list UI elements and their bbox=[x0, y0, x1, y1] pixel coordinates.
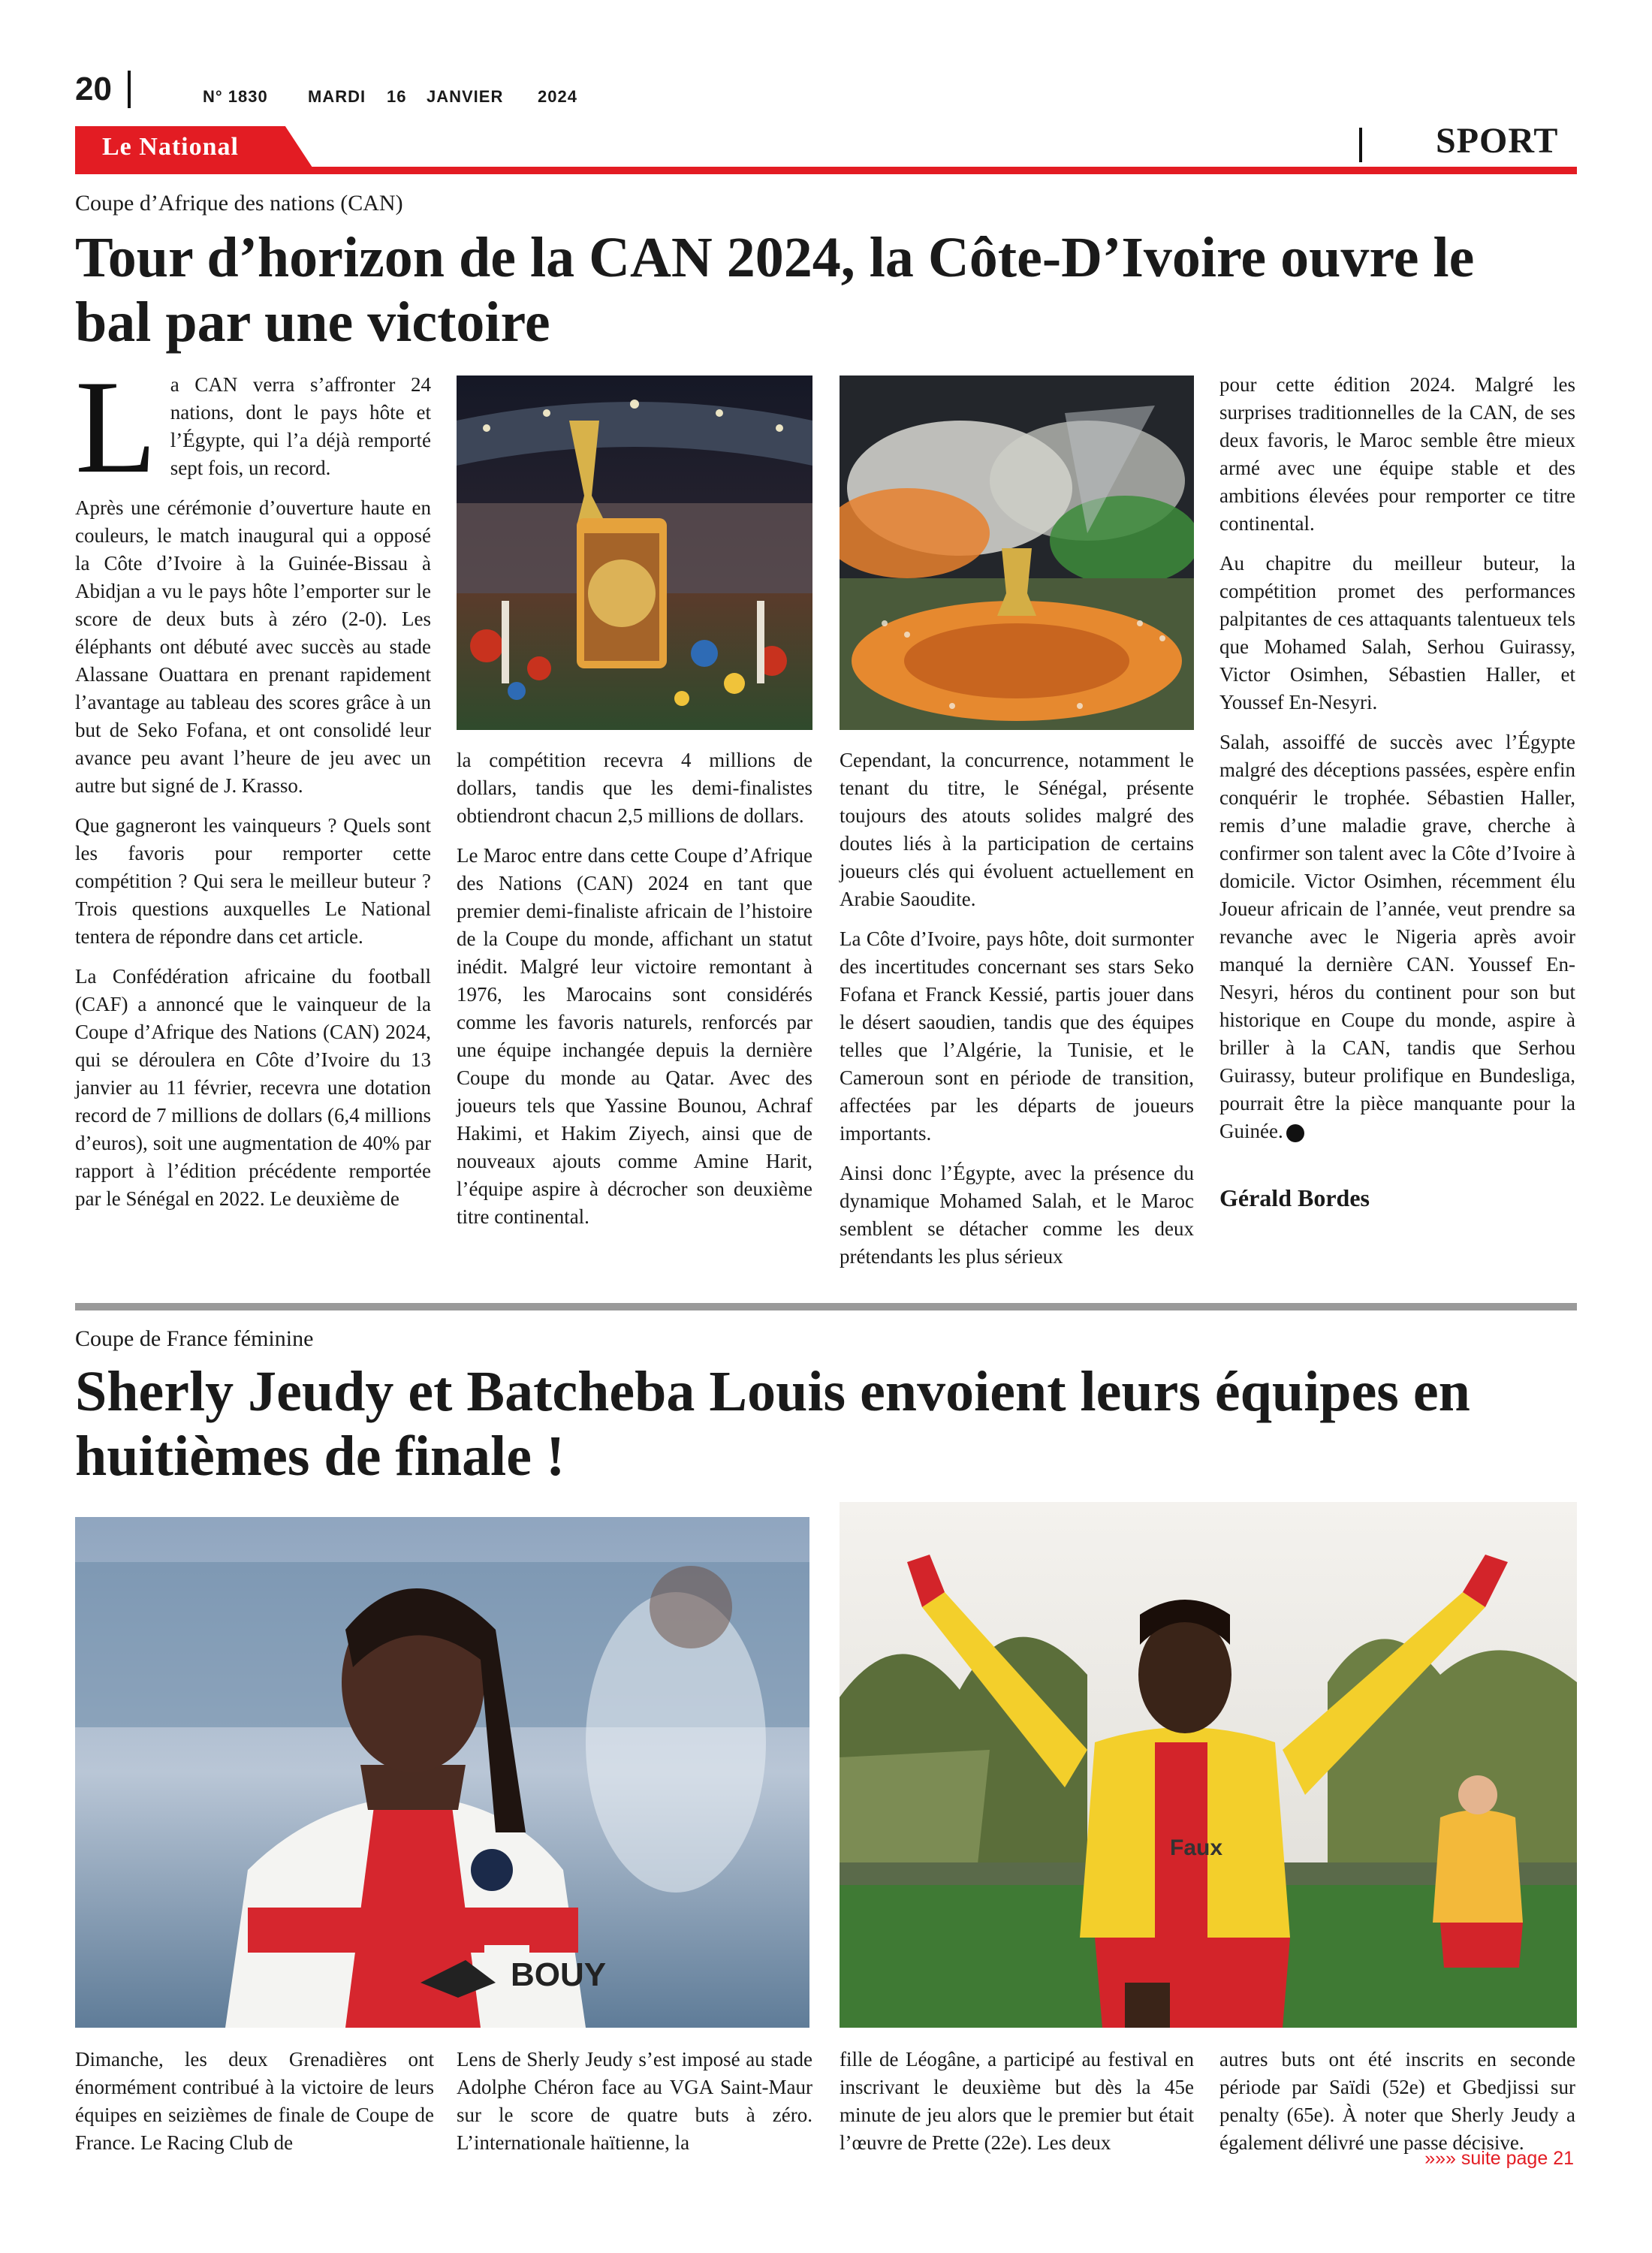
dropcap: L bbox=[75, 352, 157, 501]
author-byline: Gérald Bordes bbox=[1219, 1184, 1370, 1211]
page-number: 20 bbox=[75, 71, 112, 107]
paragraph: La Côte d’Ivoire, pays hôte, doit surmonter des incertitudes concernant ses stars Seko Fofana et Franck Kessié, partis jouer dans le désert saoudien, tandis que des équipes telles que l’Algérie, la Tunisie, et le Cameroun sont en période de transition, affectées par les départs de joueurs importants. bbox=[840, 927, 1194, 1145]
article2-headline-line1: Sherly Jeudy et Batcheba Louis envoient leurs équipes en bbox=[75, 1360, 1470, 1423]
date-weekday: MARDI bbox=[308, 87, 366, 106]
article2-kicker: Coupe de France féminine bbox=[75, 1326, 314, 1351]
end-of-article-icon bbox=[1286, 1124, 1304, 1142]
article1-headline-line1: Tour d’horizon de la CAN 2024, la Côte-D’Ivoire ouvre le bbox=[75, 226, 1475, 289]
paragraph: Cependant, la concurrence, notamment le tenant du titre, le Sénégal, présente toujours des atouts solides malgré des doutes liés à la participation de certains joueurs clés qui évoluent actuellement en Arabie Saoudite. bbox=[840, 749, 1194, 910]
paragraph: Le Maroc entre dans cette Coupe d’Afrique des Nations (CAN) 2024 en tant que premier demi-finaliste africain de l’histoire de la Coupe du monde, affichant un statut inédit. Malgré leur victoire remontant à 1976, les Marocains sont considérés comme les favoris naturels, renforcés par une équipe inchangée depuis la dernière Coupe du monde au Qatar. Avec des joueurs tels que Yassine Bounou, Achraf Hakimi, et Hakim Ziyech, ainsi que de nouveaux ajouts comme Amine Harit, l’équipe aspire à décrocher son deuxième titre continental. bbox=[457, 844, 812, 1228]
article1-headline bbox=[75, 225, 1584, 354]
photo-player-white-jersey bbox=[75, 1517, 809, 2028]
paragraph: Au chapitre du meilleur buteur, la compétition promet des performances palpitantes de ces attaquants talentueux tels que Mohamed Salah, Serhou Guirassy, Victor Osimhen, Sébastien Haller, et Youssef En-Nesyri. bbox=[1219, 552, 1575, 713]
jersey-sponsor-text: Faux bbox=[1170, 1835, 1223, 1860]
brand-name: Le National bbox=[102, 133, 239, 161]
paragraph: Salah, assoiffé de succès avec l’Égypte malgré des déceptions passées, espère enfin conquérir le trophée. Sébastien Haller, remis d’une maladie grave, cherche à confirmer son talent avec la Côte d’Ivoire à domicile. Victor Osimhen, récemment élu Joueur africain de l’année, veut prendre sa revanche avec le Nigeria après avoir manqué la dernière CAN. Youssef En-Nesyri, héros du continent pour son but historique en Coupe du monde, aspire à briller à la CAN, tandis que Serhou Guirassy, buteur prolifique en Bundesliga, pourrait être la pièce manquante pour la Guinée. bbox=[1219, 731, 1575, 1142]
section-title: SPORT bbox=[1436, 121, 1559, 161]
paragraph: fille de Léogâne, a participé au festival en inscrivant le deuxième but dès la 45e minute de jeu alors que le premier but était l’œuvre de Prette (22e). Les deux bbox=[840, 2048, 1194, 2154]
article2-column-3 bbox=[840, 2046, 1194, 2169]
paragraph: la compétition recevra 4 millions de dollars, tandis que les demi-finalistes obtiendront chacun 2,5 millions de dollars. bbox=[457, 749, 812, 827]
paragraph: autres buts ont été inscrits en seconde période par Saïdi (52e) et Gbedjissi sur penalty (65e). À noter que Sherly Jeudy a également délivré une passe décisive. bbox=[1219, 2048, 1575, 2154]
paragraph: Ainsi donc l’Égypte, avec la présence du dynamique Mohamed Salah, et le Maroc semblent se détacher comme les deux prétendants les plus sérieux bbox=[840, 1162, 1194, 1268]
paragraph: Que gagneront les vainqueurs ? Quels sont les favoris pour remporter cette compétition ? Qui sera le meilleur buteur ? Trois questions auxquelles Le National tentera de répondre dans cet article. bbox=[75, 814, 431, 948]
date-day: 16 bbox=[387, 87, 407, 106]
photo-player-yellow-jersey bbox=[840, 1502, 1577, 2028]
article1-kicker: Coupe d’Afrique des nations (CAN) bbox=[75, 191, 403, 216]
paragraph: a CAN verra s’affronter 24 nations, dont le pays hôte et l’Égypte, qui l’a déjà remporté sept fois, un record. bbox=[170, 373, 431, 479]
header-red-rule bbox=[75, 167, 1577, 174]
paragraph: Lens de Sherly Jeudy s’est imposé au stade Adolphe Chéron face au VGA Saint-Maur sur le score de quatre buts à zéro. L’internationale haïtienne, la bbox=[457, 2048, 812, 2154]
header-divider bbox=[128, 71, 131, 108]
article2-headline-line2: huitièmes de finale ! bbox=[75, 1425, 565, 1488]
continued-on-page-link[interactable]: »»» suite page 21 bbox=[1424, 2148, 1574, 2169]
article1-column-1 bbox=[75, 352, 431, 1225]
photo-can-ceremony-trophy bbox=[457, 376, 812, 730]
issue-number: N° 1830 bbox=[203, 87, 268, 106]
paragraph: La Confédération africaine du football (CAF) a annoncé que le vainqueur de la Coupe d’Afrique des Nations (CAN) 2024, qui se déroulera en Côte d’Ivoire du 13 janvier au 11 février, recevra une dotation record de 7 millions de dollars (6,4 millions d’euros), soit une augmentation de 40% par rapport à l’édition précédente remportée par le Sénégal en 2022. Le deuxième de bbox=[75, 965, 431, 1210]
paragraph: pour cette édition 2024. Malgré les surprises traditionnelles de la CAN, de ses deux favoris, le Maroc semble être mieux armé avec une équipe stable et des ambitions élevées pour remporter ce titre continental. bbox=[1219, 373, 1575, 535]
section-gray-rule bbox=[75, 1303, 1577, 1310]
article1-column-4 bbox=[1219, 371, 1575, 1224]
photo-can-ceremony-smoke bbox=[840, 376, 1194, 730]
article1-headline-line2: bal par une victoire bbox=[75, 291, 550, 354]
article1-column-3 bbox=[840, 746, 1194, 1283]
date-month: JANVIER bbox=[427, 87, 504, 106]
paragraph: Dimanche, les deux Grenadières ont énormément contribué à la victoire de leurs équipes en seizièmes de finale de Coupe de France. Le Racing Club de bbox=[75, 2048, 434, 2154]
date-year: 2024 bbox=[538, 87, 577, 106]
jersey-sponsor-text: BOUY bbox=[511, 1956, 607, 1993]
article2-column-2 bbox=[457, 2046, 812, 2169]
section-divider bbox=[1359, 128, 1362, 162]
article2-headline bbox=[75, 1359, 1584, 1488]
article2-column-1 bbox=[75, 2046, 434, 2169]
paragraph: Après une cérémonie d’ouverture haute en couleurs, le match inaugural qui a opposé la Côte d’Ivoire à la Guinée-Bissau à Abidjan a vu le pays hôte l’emporter sur le score de deux buts à zéro (2-0). Les éléphants ont débuté avec succès au stade Alassane Ouattara en prenant rapidement l’avantage au tableau des scores grâce à un but de Seko Fofana, et ont consolidé leur avance peu avant l’heure de jeu avec un autre but signé de J. Krasso. bbox=[75, 496, 431, 797]
article1-column-2 bbox=[457, 746, 812, 1243]
